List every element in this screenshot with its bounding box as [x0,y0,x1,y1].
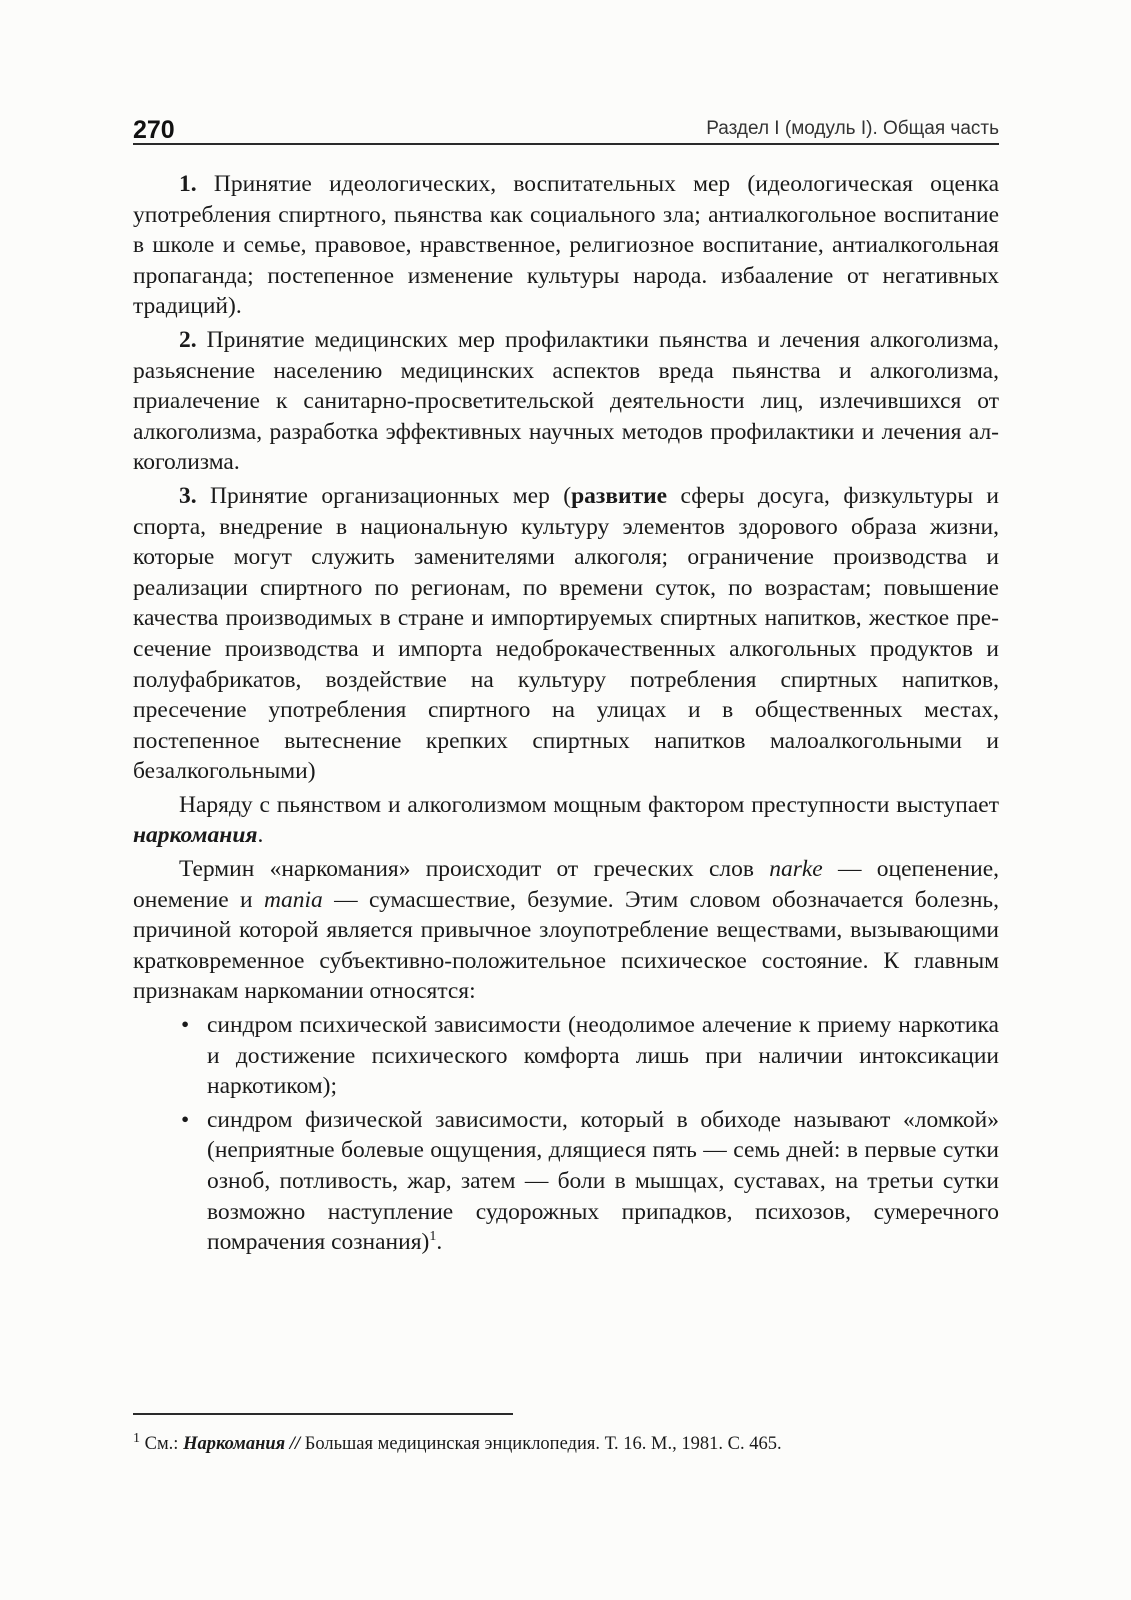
item-number: 1. [179,171,197,197]
paragraph-text: сферы досуга, физкультуры и спорта, внедрение в национальную культуру элементов здорового образа жизни, которые могут служить заменителями алкоголя; ограничение производства и реализации спиртного по регионам, по времени суток, по возрастам; повышение качества производимых в стране и импортируемых спиртных напитков, жесткое пресечение производства и импорта недоброкачественных алкогольных продуктов и полуфабрикатов, воздействие на культуру потребления спиртных напитков, пресечение употребления спиртного на улицах и в общественных местах, постепенное вытеснение крепких спиртных напитков малоалкогольными и безалкогольными) [133,482,999,785]
bullet-icon: • [181,1106,190,1133]
page-number: 270 [133,116,175,144]
paragraph-text: Наряду с пьянством и алкоголизмом мощным фактором преступности выступает [179,791,999,818]
list-item-text: синдром психической зависимости (неодолимое алечение к приему наркотика и достижение психического комфорта лишь при наличии интоксикации наркотиком); [207,1012,999,1100]
bold-word: развитие [571,482,668,509]
list-item [177,1105,999,1258]
greek-word-narke: narke [769,856,823,883]
page-header [133,105,999,145]
paragraph-text: Принятие идеологических, воспитательных мер (идеологическая оценка употребления спиртного, пьянства как социального зла; антиалкогольное воспитание в школе и семье, правовое, нравственное, религиозное воспитание, антиалкогольная пропаганда; постепенное изменение культуры народа. избаaление от негативных традиций). [133,171,999,320]
footnote-marker: 1 [133,1430,140,1446]
item-number: 3. [179,482,197,509]
item-number: 2. [179,326,197,353]
bullet-icon: • [181,1012,190,1039]
list-item-end: . [436,1229,443,1256]
body-text [133,169,999,1258]
term-narcomania: наркомания [133,822,258,849]
page [133,105,999,1261]
paragraph-2 [133,325,999,478]
paragraph-3 [133,481,999,787]
footnote [133,1432,999,1456]
footnote-title: Наркомания // [183,1434,301,1454]
signs-list [133,1010,999,1258]
footnote-ref: 1 [429,1229,437,1245]
footnote-prefix: См.: [140,1434,184,1454]
paragraph-4 [133,790,999,851]
paragraph-text: — сумасшествие, безумие. Этим словом обозначается болезнь, причиной которой является привычное злоупотребление веществами, вызывающими кратковременное субъективно-положительное психическое состояние. К главным признакам наркомании относятся: [133,886,999,1005]
list-item [177,1010,999,1102]
footnote-divider [133,1413,513,1415]
paragraph-text: Принятие медицинских мер профилактики пьянства и лечения алкоголизма, разьяснение населению медицинских аспектов вреда пьянства и алкоголизма, приалечение к санитарно-просветительской деятельности лиц, излечившихся от алкоголизма, разработка эффективных научных методов профилактики и лечения алкоголизма. [133,326,999,476]
list-item-text: синдром физической зависимости, который в обиходе называют «ломкой» (неприятные болевые ощущения, длящиеся пять — семь дней: в первые сутки озноб, потливость, жар, затем — боли в мышцах, суставах, на третьи сутки возможно наступление судорожных припадков, психозов, сумеречного помрачения сознания) [207,1106,999,1256]
running-head: Раздел I (модуль I). Общая часть [706,118,999,139]
paragraph-text: — оцепенение, онемение и [133,856,1000,913]
paragraph-1 [133,169,999,322]
greek-word-mania: mania [263,886,323,913]
paragraph-end: . [257,822,264,849]
paragraph-text: Термин «наркомания» происходит от греческих слов [179,856,770,883]
paragraph-5 [133,854,999,1007]
footnote-text: Большая медицинская энциклопедия. Т. 16. М., 1981. С. 465. [300,1434,782,1454]
paragraph-text: Принятие организационных мер ( [196,482,572,509]
